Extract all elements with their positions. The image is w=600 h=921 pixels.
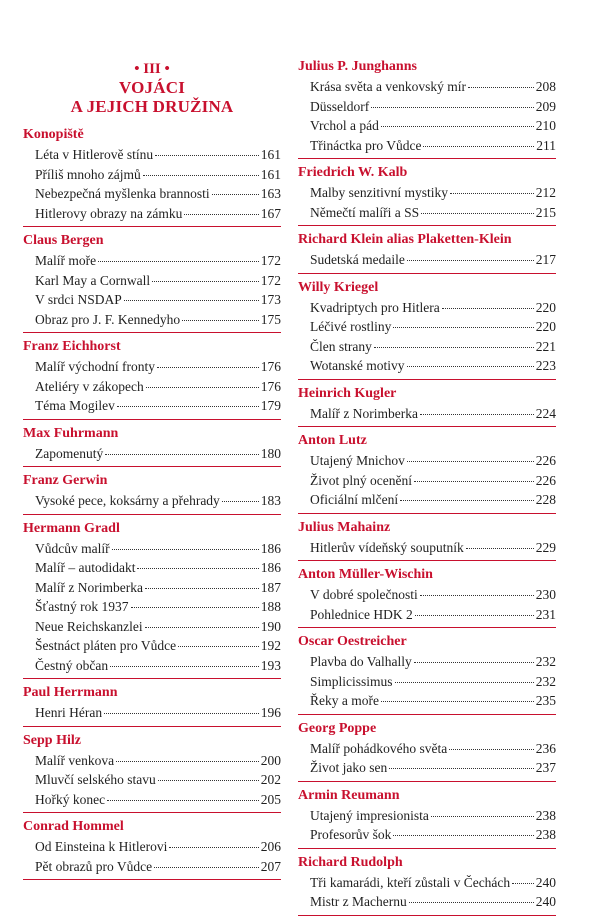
toc-entry[interactable] [310, 250, 556, 270]
entry-title: Profesorův šok [310, 827, 392, 842]
entry-page-number: 221 [535, 338, 556, 354]
section-author: Paul Herrmann [23, 685, 118, 700]
toc-entry[interactable] [310, 806, 556, 826]
entry-page-number: 161 [260, 147, 281, 162]
entry-title: Utajený impresionista [310, 807, 429, 823]
entry-page-number: 172 [260, 272, 281, 288]
entry-page-number: 176 [260, 378, 281, 394]
entry-title: Sudetská medaile [310, 252, 405, 267]
entry-page-number: 236 [535, 740, 556, 756]
toc-entry[interactable] [310, 77, 556, 97]
toc-entry[interactable] [35, 857, 281, 877]
entry-page-number: 179 [260, 398, 281, 413]
entry-title: Němečtí malíři a SS [310, 204, 420, 220]
entry-page-number: 232 [535, 654, 556, 669]
entry-title: V srdci NSDAP [35, 292, 122, 307]
entry-page-number: 192 [260, 638, 281, 653]
toc-section [23, 818, 281, 880]
section-author: Willy Kriegel [298, 279, 379, 295]
entry-title: Plavba do Valhally [310, 654, 412, 669]
toc-section [23, 684, 281, 727]
section-author: Richard Klein alias Plaketten-Klein [298, 232, 512, 247]
part-title-line-1: VOJÁCI [118, 78, 186, 97]
section-author: Armin Reumann [298, 787, 400, 803]
entry-title: Zapomenutý [35, 445, 104, 461]
entry-title: Hitlerův vídeňský souputník [310, 539, 464, 555]
entry-title: Oficiální mlčení [310, 492, 399, 507]
toc-entry[interactable] [310, 317, 556, 337]
dot-leader [395, 682, 534, 683]
entry-title: Život plný ocenění [310, 472, 412, 488]
section-author: Franz Eichhorst [23, 339, 121, 354]
entry-page-number: 220 [535, 299, 556, 315]
entry-title: Pohlednice HDK 2 [310, 606, 413, 622]
dot-leader [431, 816, 534, 817]
toc-entry[interactable] [310, 490, 556, 510]
entry-title: Vrchol a pád [310, 118, 379, 133]
entry-page-number: 172 [260, 253, 281, 268]
dot-leader [393, 327, 533, 328]
entry-title: Od Einsteina k Hitlerovi [35, 839, 168, 854]
entry-page-number: 180 [260, 445, 281, 461]
entry-page-number: 173 [260, 292, 281, 307]
entry-page-number: 188 [260, 599, 281, 614]
dot-leader [389, 768, 534, 769]
section-author: Sepp Hilz [23, 732, 81, 748]
toc-section [298, 854, 556, 916]
dot-leader [414, 662, 534, 663]
dot-leader [146, 387, 259, 388]
toc-entry[interactable] [35, 271, 281, 291]
dot-leader [400, 500, 534, 501]
entry-page-number: 217 [535, 252, 556, 267]
entry-title: Pět obrazů pro Vůdce [35, 858, 153, 874]
toc-entry[interactable] [310, 97, 556, 117]
entry-title: Karl May a Cornwall [35, 272, 151, 288]
toc-entry[interactable] [35, 751, 281, 771]
dot-leader [157, 367, 259, 368]
entry-page-number: 200 [260, 752, 281, 768]
toc-entry[interactable] [35, 790, 281, 810]
dot-leader [415, 615, 534, 616]
toc-section [298, 58, 556, 159]
entry-page-number: 167 [260, 205, 281, 221]
section-author: Konopiště [23, 127, 84, 142]
entry-title: Šestnáct pláten pro Vůdce [35, 638, 177, 653]
entry-page-number: 176 [260, 359, 281, 374]
part-title-line-2: A JEJICH DRUŽINA [70, 97, 234, 116]
section-author: Anton Lutz [298, 433, 367, 448]
entry-page-number: 190 [260, 618, 281, 634]
toc-entry[interactable] [35, 770, 281, 790]
dot-leader [178, 646, 259, 647]
entry-page-number: 175 [260, 311, 281, 327]
dot-leader [98, 261, 259, 262]
toc-entry[interactable] [35, 703, 281, 723]
entry-title: V dobré společnosti [310, 587, 418, 602]
entry-title: Malíř venkova [35, 752, 115, 768]
part-heading [23, 58, 281, 116]
entry-title: Vysoké pece, koksárny a přehrady [35, 493, 220, 508]
dot-leader [124, 300, 259, 301]
dot-leader [393, 835, 533, 836]
entry-title: Wotanské motivy [310, 358, 405, 373]
dot-leader [466, 548, 534, 549]
toc-entry[interactable] [35, 396, 281, 416]
toc-entry[interactable] [35, 636, 281, 656]
toc-section [298, 720, 556, 782]
toc-section [298, 566, 556, 628]
dot-leader [420, 595, 534, 596]
dot-leader [407, 366, 534, 367]
section-author: Friedrich W. Kalb [298, 165, 408, 180]
entry-title: Léta v Hitlerově stínu [35, 147, 154, 162]
toc-entry[interactable] [310, 203, 556, 223]
entry-page-number: 229 [535, 539, 556, 555]
toc-section [298, 385, 556, 428]
entry-title: Malíř z Norimberka [35, 579, 143, 595]
toc-entry[interactable] [310, 672, 556, 692]
entry-page-number: 226 [535, 472, 556, 488]
entry-page-number: 237 [535, 760, 556, 775]
dot-leader [184, 214, 258, 215]
entry-title: Téma Mogilev [35, 398, 115, 413]
entry-title: Utajený Mnichov [310, 453, 405, 468]
dot-leader [512, 883, 534, 884]
toc-section [23, 232, 281, 333]
dot-leader [222, 501, 259, 502]
entry-title: Příliš mnoho zájmů [35, 166, 141, 182]
entry-page-number: 186 [260, 540, 281, 556]
toc-entry[interactable] [310, 691, 556, 711]
toc-entry[interactable] [310, 739, 556, 759]
entry-page-number: 183 [260, 493, 281, 508]
entry-title: Malíř východní fronty [35, 359, 155, 374]
dot-leader [116, 761, 259, 762]
entry-page-number: 163 [260, 186, 281, 201]
dot-leader [117, 406, 259, 407]
right-column [298, 58, 556, 921]
entry-page-number: 231 [535, 606, 556, 622]
entry-page-number: 220 [535, 319, 556, 334]
dot-leader [143, 175, 259, 176]
toc-section [298, 164, 556, 226]
entry-page-number: 240 [535, 894, 556, 909]
dot-leader [158, 780, 259, 781]
entry-title: Malíř – autodidakt [35, 560, 136, 575]
dot-leader [182, 320, 259, 321]
entry-title: Mluvčí selského stavu [35, 772, 156, 787]
toc-entry[interactable] [35, 251, 281, 271]
toc-section [298, 787, 556, 849]
entry-page-number: 215 [535, 204, 556, 220]
section-author: Conrad Hommel [23, 819, 124, 834]
dot-leader [155, 155, 259, 156]
toc-section [298, 231, 556, 274]
toc-entry[interactable] [310, 404, 556, 424]
section-author: Heinrich Kugler [298, 385, 397, 401]
entry-page-number: 230 [535, 587, 556, 602]
dot-leader [107, 800, 259, 801]
entry-title: Simplicissimus [310, 673, 393, 689]
section-author: Hermann Gradl [23, 520, 120, 536]
toc-section [298, 633, 556, 715]
dot-leader [145, 588, 259, 589]
toc-entry[interactable] [35, 837, 281, 857]
dot-leader [420, 414, 534, 415]
toc-entry[interactable] [310, 136, 556, 156]
entry-page-number: 210 [535, 118, 556, 133]
toc-entry[interactable] [35, 310, 281, 330]
dot-leader [145, 627, 259, 628]
dot-leader [374, 347, 534, 348]
toc-entry[interactable] [310, 337, 556, 357]
dot-leader [371, 107, 534, 108]
toc-entry[interactable] [310, 758, 556, 778]
section-author: Georg Poppe [298, 720, 377, 736]
entry-page-number: 235 [535, 693, 556, 708]
entry-title: Hitlerovy obrazy na zámku [35, 205, 183, 221]
right-toc-list [298, 58, 556, 916]
toc-section [298, 279, 556, 380]
toc-section [298, 519, 556, 562]
entry-page-number: 238 [535, 807, 556, 823]
entry-title: Malíř moře [35, 253, 97, 268]
section-author: Claus Bergen [23, 233, 104, 248]
entry-page-number: 206 [260, 839, 281, 854]
toc-entry[interactable] [310, 356, 556, 376]
toc-entry[interactable] [35, 617, 281, 637]
entry-title: Čestný občan [35, 657, 109, 673]
part-number: • III • [134, 61, 170, 77]
entry-page-number: 211 [536, 137, 556, 153]
entry-title: Nebezpečná myšlenka brannosti [35, 186, 210, 201]
toc-entry[interactable] [310, 873, 556, 893]
toc-entry[interactable] [35, 165, 281, 185]
entry-title: Život jako sen [310, 760, 388, 775]
toc-section [23, 520, 281, 680]
toc-entry[interactable] [310, 116, 556, 136]
dot-leader [468, 87, 534, 88]
toc-entry[interactable] [310, 892, 556, 912]
dot-leader [105, 454, 259, 455]
entry-title: Ateliéry v zákopech [35, 378, 144, 394]
toc-entry[interactable] [35, 145, 281, 165]
entry-title: Vůdcův malíř [35, 540, 110, 556]
entry-title: Tři kamarádi, kteří zůstali v Čechách [310, 874, 511, 890]
section-author: Anton Müller-Wischin [298, 567, 433, 582]
toc-entry[interactable] [310, 451, 556, 471]
dot-leader [407, 260, 534, 261]
dot-leader [152, 281, 259, 282]
entry-page-number: 193 [260, 657, 281, 673]
entry-title: Kvadriptych pro Hitlera [310, 299, 440, 315]
toc-entry[interactable] [35, 597, 281, 617]
dot-leader [442, 308, 534, 309]
toc-entry[interactable] [310, 538, 556, 558]
toc-entry[interactable] [35, 491, 281, 511]
entry-page-number: 238 [535, 827, 556, 842]
section-author: Julius P. Junghanns [298, 59, 417, 74]
section-author: Max Fuhrmann [23, 425, 119, 441]
entry-page-number: 232 [535, 673, 556, 689]
toc-section [23, 425, 281, 468]
entry-page-number: 196 [260, 705, 281, 720]
toc-section [298, 432, 556, 514]
toc-entry[interactable] [310, 605, 556, 625]
entry-title: Mistr z Machernu [310, 894, 407, 909]
dot-leader [212, 194, 259, 195]
section-author: Richard Rudolph [298, 854, 403, 870]
left-toc-list [23, 126, 281, 880]
entry-page-number: 187 [260, 579, 281, 595]
toc-entry[interactable] [35, 357, 281, 377]
toc-entry[interactable] [310, 183, 556, 203]
toc-entry[interactable] [35, 578, 281, 598]
entry-page-number: 161 [260, 166, 281, 182]
toc-entry[interactable] [310, 652, 556, 672]
toc-entry[interactable] [310, 585, 556, 605]
dot-leader [110, 666, 259, 667]
entry-title: Neue Reichskanzlei [35, 618, 143, 634]
toc-section [23, 732, 281, 814]
toc-entry[interactable] [35, 656, 281, 676]
dot-leader [421, 213, 534, 214]
entry-title: Člen strany [310, 338, 372, 354]
entry-title: Léčivé rostliny [310, 319, 392, 334]
section-author: Oscar Oestreicher [298, 634, 407, 649]
dot-leader [131, 607, 259, 608]
entry-page-number: 208 [535, 79, 556, 94]
toc-entry[interactable] [310, 825, 556, 845]
entry-title: Obraz pro J. F. Kennedyho [35, 311, 181, 327]
toc-section [23, 338, 281, 420]
entry-title: Henri Héran [35, 705, 103, 720]
dot-leader [414, 481, 534, 482]
entry-page-number: 224 [535, 405, 556, 421]
toc-entry[interactable] [35, 204, 281, 224]
toc-entry[interactable] [310, 298, 556, 318]
section-author: Julius Mahainz [298, 519, 391, 535]
entry-page-number: 186 [260, 560, 281, 575]
toc-entry[interactable] [35, 539, 281, 559]
entry-page-number: 205 [260, 791, 281, 807]
dot-leader [409, 902, 534, 903]
dot-leader [449, 749, 534, 750]
entry-title: Malby senzitivní mystiky [310, 185, 448, 200]
toc-section [23, 126, 281, 227]
dot-leader [381, 126, 534, 127]
toc-section [23, 472, 281, 515]
entry-title: Malíř z Norimberka [310, 405, 418, 421]
entry-title: Šťastný rok 1937 [35, 599, 129, 614]
entry-title: Řeky a moře [310, 693, 379, 708]
toc-entry[interactable] [310, 471, 556, 491]
entry-page-number: 240 [535, 874, 556, 890]
entry-page-number: 223 [535, 358, 556, 373]
entry-title: Hořký konec [35, 791, 106, 807]
dot-leader [154, 867, 259, 868]
toc-entry[interactable] [35, 184, 281, 204]
dot-leader [112, 549, 259, 550]
entry-page-number: 209 [535, 98, 556, 114]
dot-leader [137, 568, 258, 569]
toc-entry[interactable] [35, 444, 281, 464]
dot-leader [423, 146, 534, 147]
toc-entry[interactable] [35, 558, 281, 578]
entry-page-number: 207 [260, 858, 281, 874]
entry-title: Třináctka pro Vůdce [310, 137, 422, 153]
dot-leader [407, 461, 534, 462]
left-column [23, 58, 281, 885]
toc-entry[interactable] [35, 377, 281, 397]
entry-title: Krása světa a venkovský mír [310, 79, 466, 94]
entry-title: Malíř pohádkového světa [310, 740, 448, 756]
entry-title: Düsseldorf [310, 98, 370, 114]
dot-leader [450, 193, 534, 194]
section-author: Franz Gerwin [23, 473, 108, 488]
dot-leader [381, 701, 534, 702]
entry-page-number: 228 [535, 492, 556, 507]
dot-leader [104, 713, 259, 714]
entry-page-number: 212 [535, 185, 556, 200]
entry-page-number: 202 [260, 772, 281, 787]
toc-entry[interactable] [35, 290, 281, 310]
dot-leader [169, 847, 258, 848]
entry-page-number: 226 [535, 453, 556, 468]
